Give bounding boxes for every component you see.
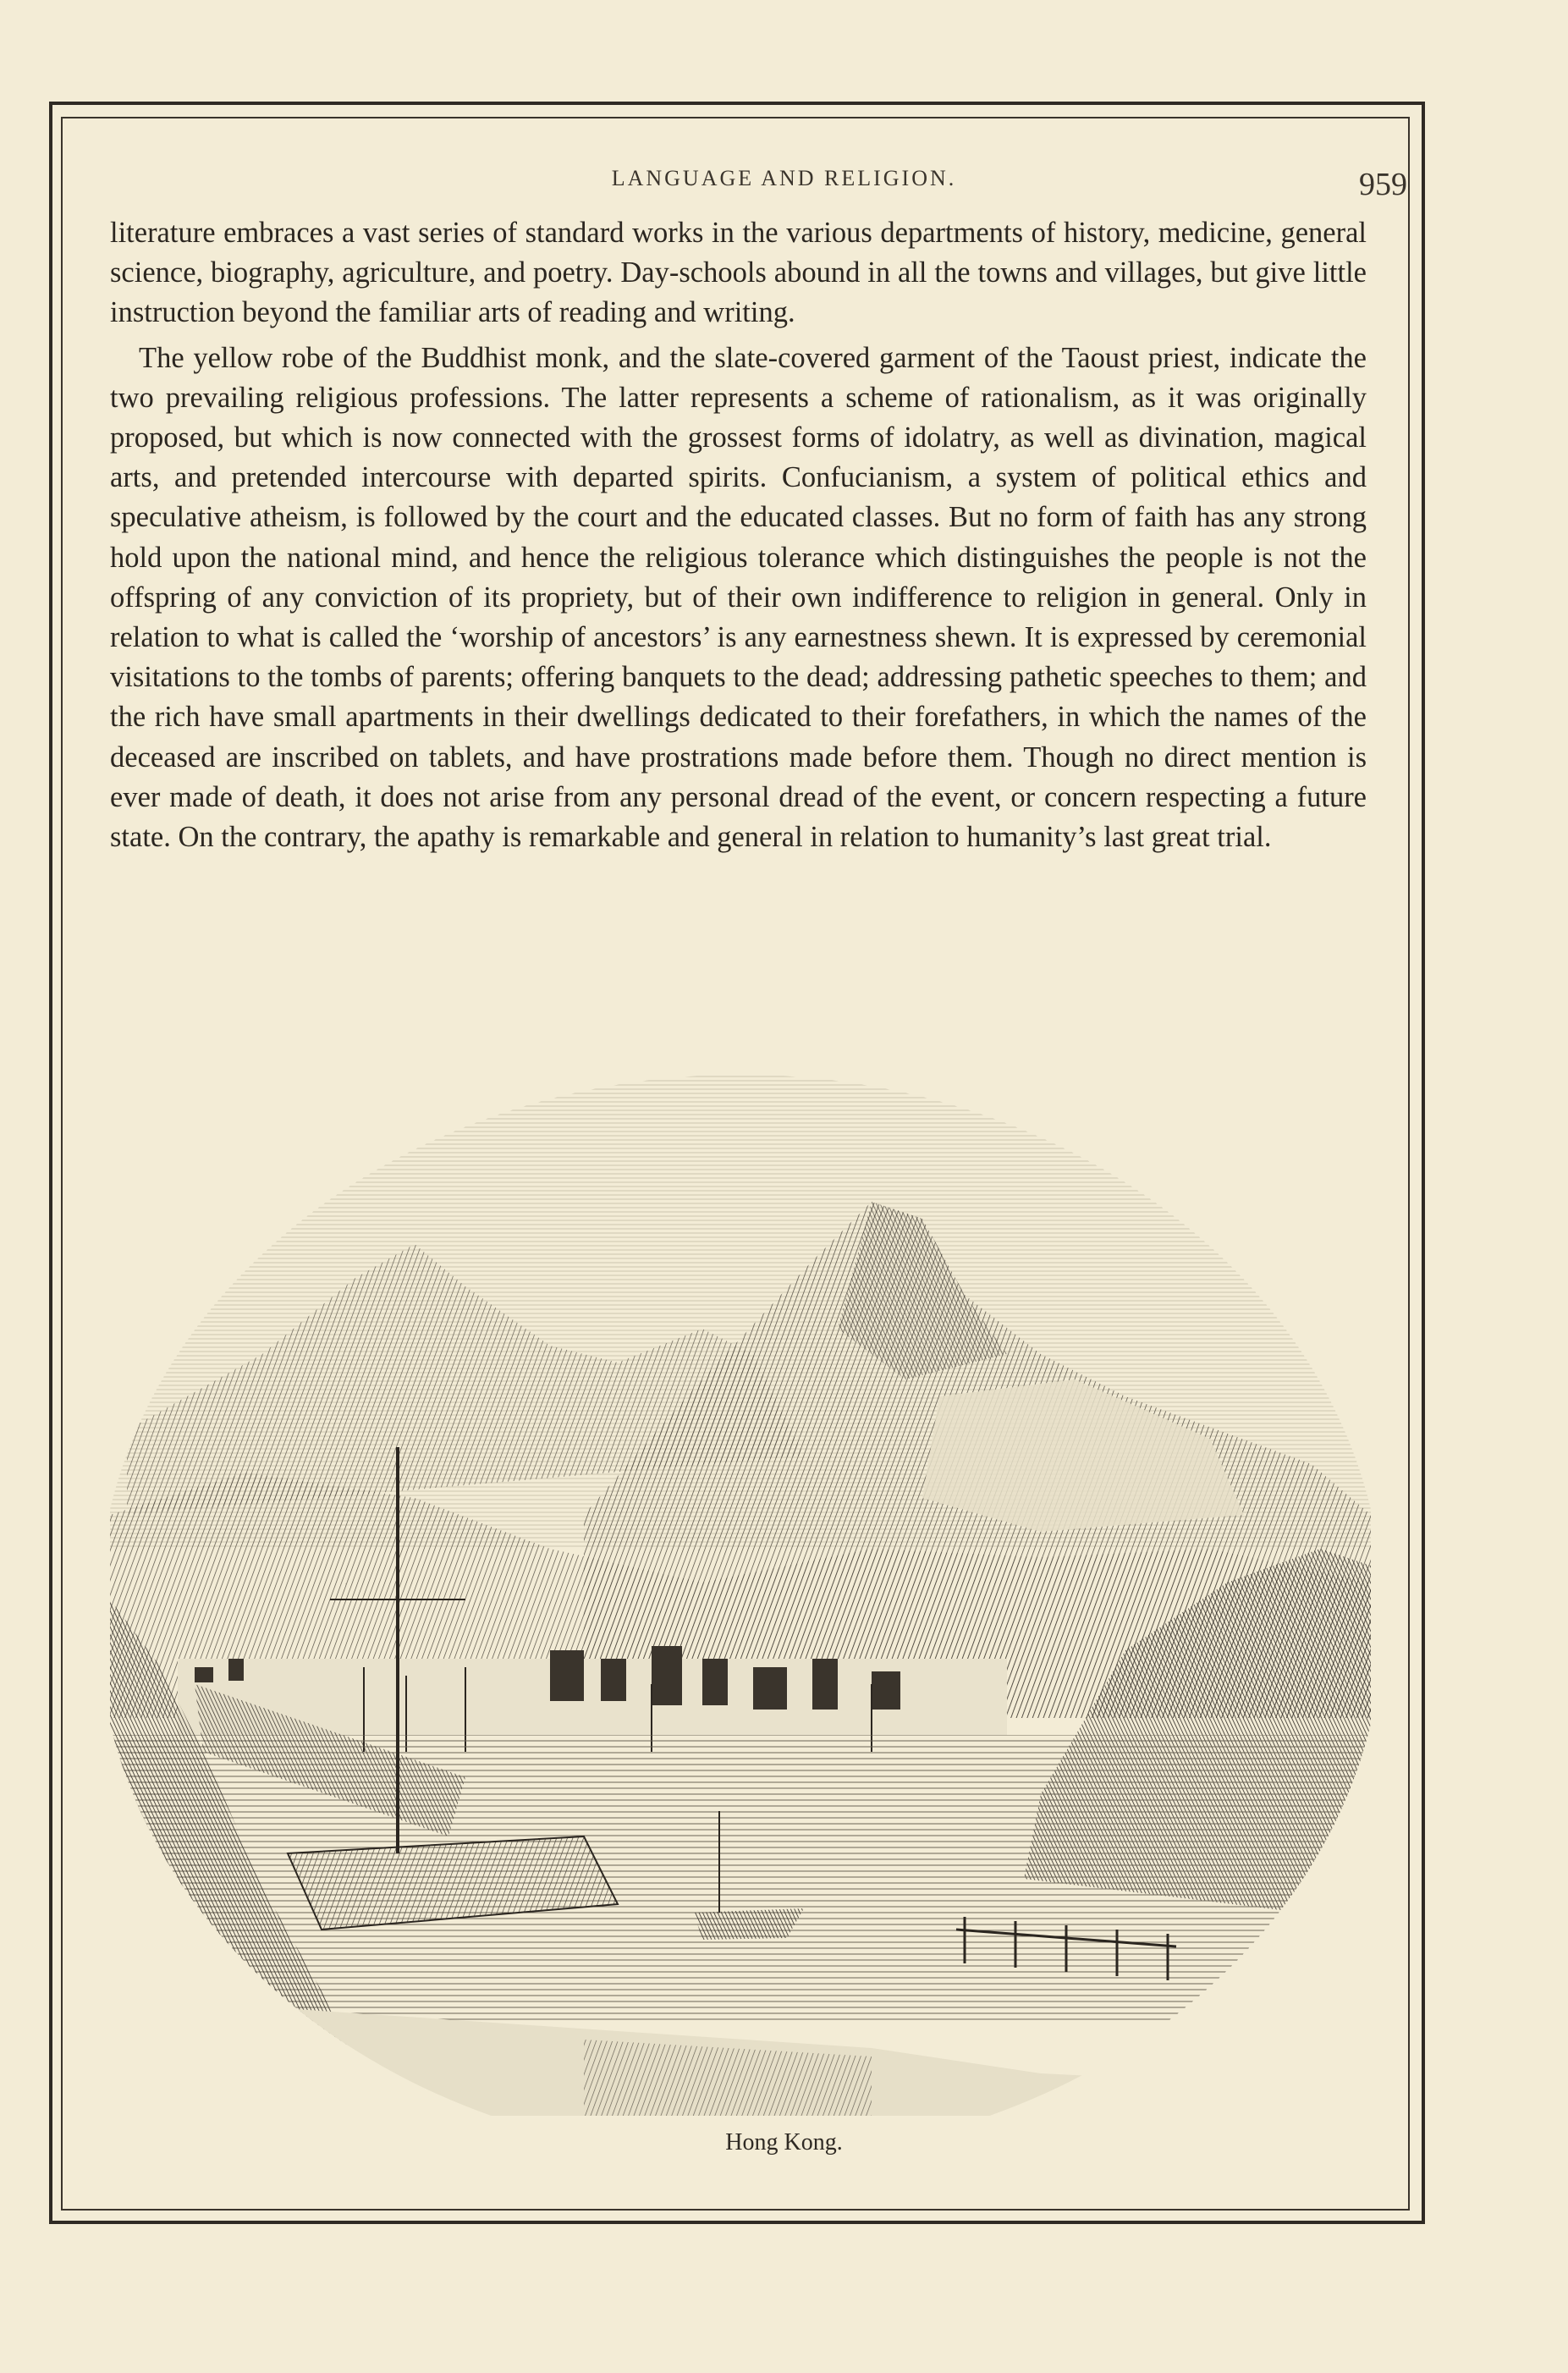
- paragraph-2: The yellow robe of the Buddhist monk, and the slate-covered garment of the Taoust priest, indicate the two prevailing religious professions. The latter represents a scheme of rationalism, as it was originally proposed, but which is now connected with the grossest forms of idolatry, as well as divination, magical arts, and pretended intercourse with departed spirits. Confucianism, a system of political ethics and speculative atheism, is followed by the court and the educated classes. But no form of faith has any strong hold upon the national mind, and hence the religious tolerance which distinguishes the people is not the offspring of any conviction of its propriety, but of their own indifference to religion in general. Only in relation to what is called the ‘worship of ancestors’ is any earnestness shewn. It is expressed by ceremonial visitations to the tombs of parents; offering banquets to the dead; addressing pathetic speeches to them; and the rich have small apartments in their dwellings dedicated to their forefathers, in which the names of the deceased are inscribed on tablets, and have prostrations made before them. Though no direct mention is ever made of death, it does not arise from any personal dread of the event, or concern respecting a future state. On the contrary, the apathy is remarkable and general in relation to humanity’s last great trial.: [110, 341, 1367, 854]
- hong-kong-engraving: [110, 1075, 1371, 2116]
- engraving-illustration: [110, 1075, 1371, 2116]
- figure-caption: Hong Kong.: [725, 2129, 843, 2156]
- running-title: LANGUAGE AND RELIGION.: [611, 166, 957, 190]
- body-text: [110, 213, 1367, 857]
- page-number: 959: [1359, 167, 1407, 202]
- paragraph-1: literature embraces a vast series of standard works in the various departments of history, medicine, general science, biography, agriculture, and poetry. Day-schools abound in all the towns and villages, but give little instruction beyond the familiar arts of reading and writing.: [110, 217, 1367, 329]
